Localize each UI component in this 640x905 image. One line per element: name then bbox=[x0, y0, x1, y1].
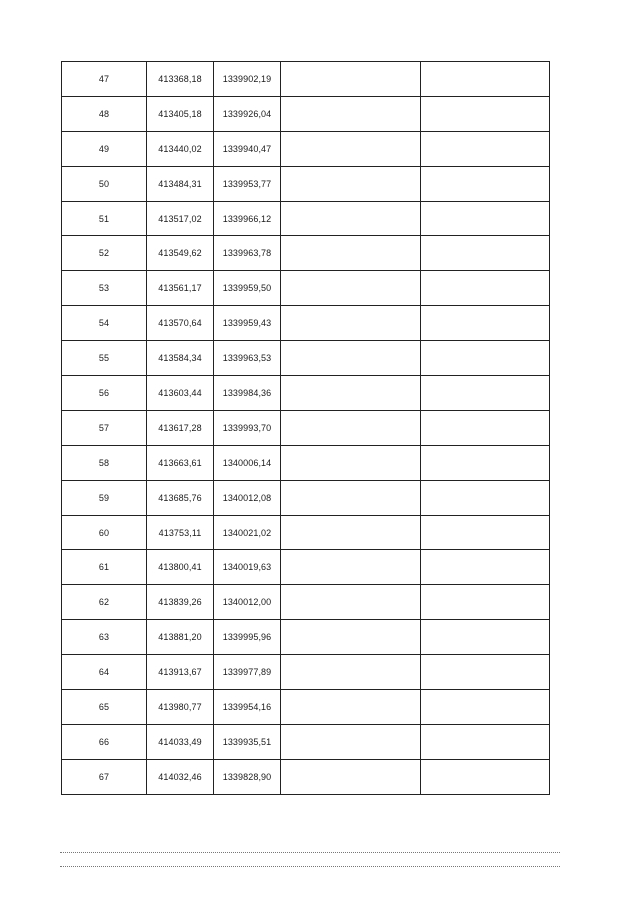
cell-empty bbox=[421, 585, 550, 620]
cell-empty bbox=[281, 166, 421, 201]
cell-y-coordinate: 1339963,78 bbox=[214, 236, 281, 271]
cell-y-coordinate: 1340006,14 bbox=[214, 445, 281, 480]
cell-y-coordinate: 1339828,90 bbox=[214, 759, 281, 794]
table-row bbox=[62, 655, 550, 690]
cell-empty bbox=[421, 724, 550, 759]
cell-empty bbox=[281, 690, 421, 725]
cell-point-number: 57 bbox=[62, 410, 147, 445]
table-row bbox=[62, 690, 550, 725]
cell-point-number: 64 bbox=[62, 655, 147, 690]
table-row bbox=[62, 306, 550, 341]
cell-y-coordinate: 1339954,16 bbox=[214, 690, 281, 725]
cell-empty bbox=[421, 759, 550, 794]
cell-point-number: 56 bbox=[62, 376, 147, 411]
cell-empty bbox=[281, 306, 421, 341]
cell-x-coordinate: 413617,28 bbox=[147, 410, 214, 445]
cell-empty bbox=[421, 341, 550, 376]
cell-x-coordinate: 413517,02 bbox=[147, 201, 214, 236]
cell-y-coordinate: 1339926,04 bbox=[214, 96, 281, 131]
cell-empty bbox=[281, 201, 421, 236]
cell-y-coordinate: 1339963,53 bbox=[214, 341, 281, 376]
table-row bbox=[62, 480, 550, 515]
cell-x-coordinate: 413584,34 bbox=[147, 341, 214, 376]
cell-empty bbox=[421, 690, 550, 725]
cell-y-coordinate: 1339993,70 bbox=[214, 410, 281, 445]
cell-empty bbox=[281, 131, 421, 166]
cell-x-coordinate: 413913,67 bbox=[147, 655, 214, 690]
cell-empty bbox=[281, 62, 421, 97]
cell-point-number: 53 bbox=[62, 271, 147, 306]
table-row bbox=[62, 376, 550, 411]
cell-y-coordinate: 1339966,12 bbox=[214, 201, 281, 236]
cell-empty bbox=[421, 550, 550, 585]
cell-y-coordinate: 1340012,00 bbox=[214, 585, 281, 620]
cell-y-coordinate: 1339984,36 bbox=[214, 376, 281, 411]
cell-empty bbox=[421, 306, 550, 341]
cell-empty bbox=[421, 410, 550, 445]
table-row bbox=[62, 62, 550, 97]
cell-empty bbox=[421, 236, 550, 271]
cell-point-number: 62 bbox=[62, 585, 147, 620]
cell-y-coordinate: 1340021,02 bbox=[214, 515, 281, 550]
cell-point-number: 63 bbox=[62, 620, 147, 655]
cell-empty bbox=[281, 96, 421, 131]
cell-empty bbox=[281, 480, 421, 515]
cell-empty bbox=[281, 376, 421, 411]
cell-empty bbox=[421, 655, 550, 690]
cell-x-coordinate: 413980,77 bbox=[147, 690, 214, 725]
cell-empty bbox=[421, 620, 550, 655]
footer-dotted-line bbox=[60, 852, 560, 853]
cell-y-coordinate: 1340019,63 bbox=[214, 550, 281, 585]
cell-x-coordinate: 413753,11 bbox=[147, 515, 214, 550]
table-row bbox=[62, 585, 550, 620]
table-row bbox=[62, 166, 550, 201]
cell-empty bbox=[281, 550, 421, 585]
cell-empty bbox=[281, 759, 421, 794]
cell-empty bbox=[421, 201, 550, 236]
cell-x-coordinate: 413561,17 bbox=[147, 271, 214, 306]
coordinate-table-body bbox=[62, 62, 550, 795]
cell-x-coordinate: 414033,49 bbox=[147, 724, 214, 759]
cell-y-coordinate: 1339959,50 bbox=[214, 271, 281, 306]
cell-point-number: 60 bbox=[62, 515, 147, 550]
cell-point-number: 54 bbox=[62, 306, 147, 341]
cell-y-coordinate: 1340012,08 bbox=[214, 480, 281, 515]
cell-empty bbox=[421, 515, 550, 550]
cell-x-coordinate: 413440,02 bbox=[147, 131, 214, 166]
table-row bbox=[62, 550, 550, 585]
table-row bbox=[62, 341, 550, 376]
cell-y-coordinate: 1339935,51 bbox=[214, 724, 281, 759]
cell-y-coordinate: 1339959,43 bbox=[214, 306, 281, 341]
cell-point-number: 51 bbox=[62, 201, 147, 236]
table-row bbox=[62, 96, 550, 131]
table-row bbox=[62, 724, 550, 759]
table-row bbox=[62, 410, 550, 445]
coordinate-table bbox=[61, 61, 550, 795]
cell-point-number: 58 bbox=[62, 445, 147, 480]
cell-y-coordinate: 1339940,47 bbox=[214, 131, 281, 166]
cell-empty bbox=[281, 410, 421, 445]
cell-point-number: 61 bbox=[62, 550, 147, 585]
cell-empty bbox=[421, 62, 550, 97]
cell-x-coordinate: 413484,31 bbox=[147, 166, 214, 201]
cell-y-coordinate: 1339977,89 bbox=[214, 655, 281, 690]
table-row bbox=[62, 620, 550, 655]
cell-point-number: 48 bbox=[62, 96, 147, 131]
cell-point-number: 67 bbox=[62, 759, 147, 794]
cell-empty bbox=[281, 271, 421, 306]
cell-empty bbox=[421, 271, 550, 306]
cell-empty bbox=[281, 620, 421, 655]
cell-y-coordinate: 1339953,77 bbox=[214, 166, 281, 201]
table-row bbox=[62, 515, 550, 550]
cell-empty bbox=[421, 96, 550, 131]
cell-point-number: 50 bbox=[62, 166, 147, 201]
cell-point-number: 47 bbox=[62, 62, 147, 97]
table-row bbox=[62, 131, 550, 166]
table-row bbox=[62, 759, 550, 794]
cell-x-coordinate: 413603,44 bbox=[147, 376, 214, 411]
cell-point-number: 59 bbox=[62, 480, 147, 515]
cell-point-number: 65 bbox=[62, 690, 147, 725]
cell-point-number: 52 bbox=[62, 236, 147, 271]
cell-x-coordinate: 414032,46 bbox=[147, 759, 214, 794]
table-row bbox=[62, 236, 550, 271]
cell-empty bbox=[281, 655, 421, 690]
cell-y-coordinate: 1339995,96 bbox=[214, 620, 281, 655]
cell-x-coordinate: 413549,62 bbox=[147, 236, 214, 271]
cell-empty bbox=[421, 376, 550, 411]
table-row bbox=[62, 445, 550, 480]
cell-empty bbox=[281, 236, 421, 271]
cell-x-coordinate: 413368,18 bbox=[147, 62, 214, 97]
cell-empty bbox=[421, 166, 550, 201]
cell-x-coordinate: 413881,20 bbox=[147, 620, 214, 655]
cell-empty bbox=[421, 445, 550, 480]
cell-point-number: 55 bbox=[62, 341, 147, 376]
cell-empty bbox=[281, 341, 421, 376]
table-row bbox=[62, 201, 550, 236]
cell-empty bbox=[281, 585, 421, 620]
cell-empty bbox=[281, 445, 421, 480]
cell-x-coordinate: 413800,41 bbox=[147, 550, 214, 585]
cell-empty bbox=[281, 724, 421, 759]
cell-x-coordinate: 413839,26 bbox=[147, 585, 214, 620]
cell-x-coordinate: 413663,61 bbox=[147, 445, 214, 480]
cell-x-coordinate: 413570,64 bbox=[147, 306, 214, 341]
cell-empty bbox=[281, 515, 421, 550]
cell-x-coordinate: 413685,76 bbox=[147, 480, 214, 515]
table-row bbox=[62, 271, 550, 306]
cell-point-number: 66 bbox=[62, 724, 147, 759]
cell-empty bbox=[421, 480, 550, 515]
cell-empty bbox=[421, 131, 550, 166]
cell-y-coordinate: 1339902,19 bbox=[214, 62, 281, 97]
footer-dotted-line bbox=[60, 866, 560, 867]
cell-x-coordinate: 413405,18 bbox=[147, 96, 214, 131]
cell-point-number: 49 bbox=[62, 131, 147, 166]
